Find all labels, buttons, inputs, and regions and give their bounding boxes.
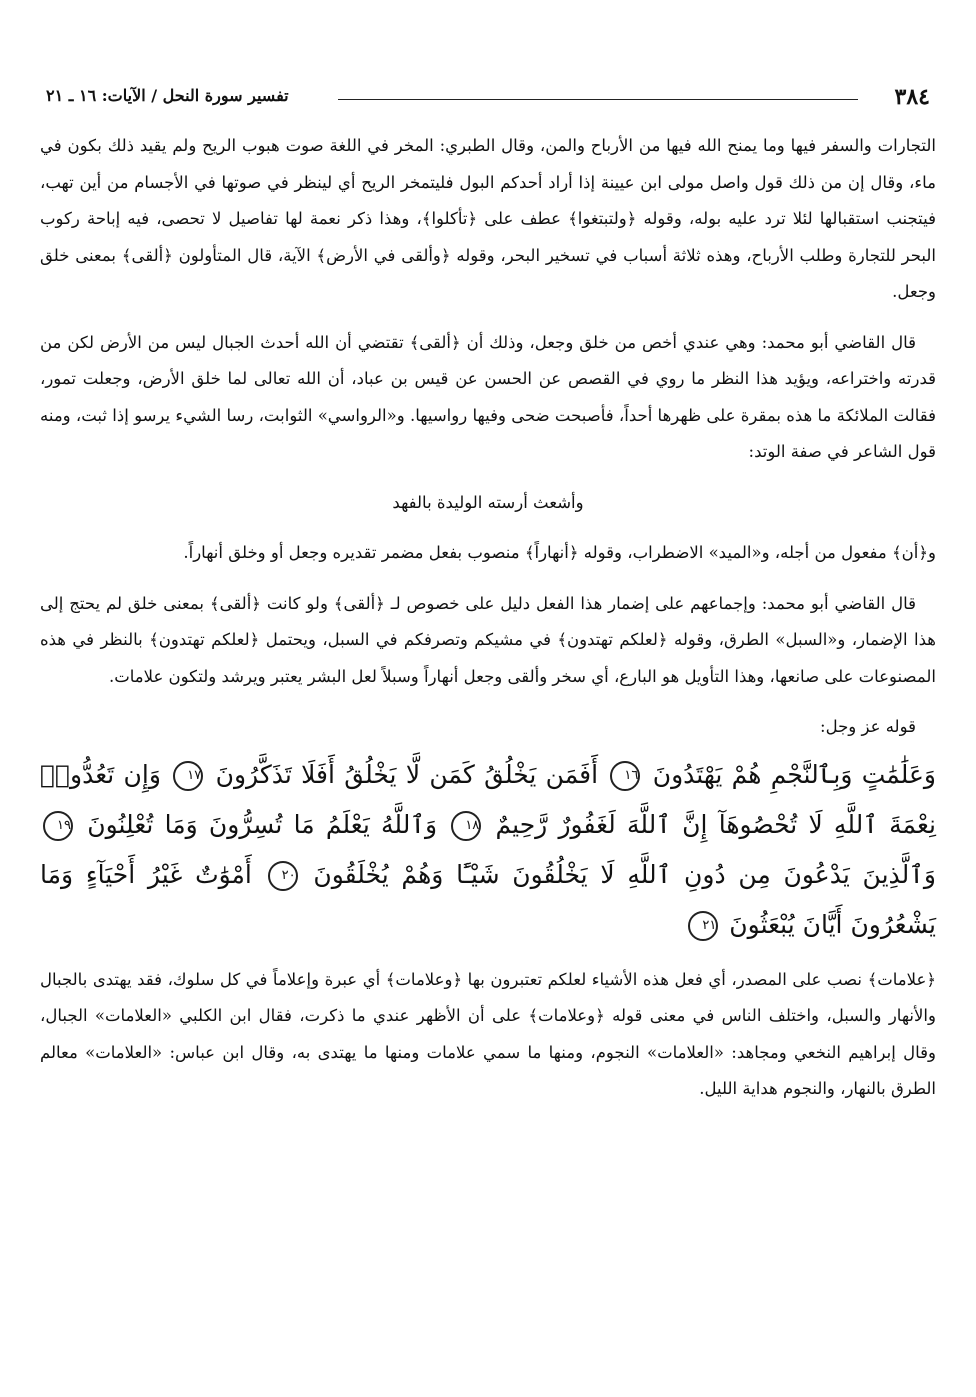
- verse-intro: قوله عز وجل:: [820, 717, 916, 736]
- header-rule: [338, 99, 858, 100]
- paragraph: قال القاضي أبو محمد: وإجماعهم على إضمار هذا الفعل دليل على خصوص لـ ﴿ألقى﴾ ولو كانت ﴿ألقى﴾ بمعنى خلق لم يحتج إلى هذا الإضمار، و«السبل» الطرق، وقوله ﴿لعلكم تهتدون﴾ في مشيكم وتصرفكم في السبل، ويحتمل ﴿لعلكم تهتدون﴾ بالنظر في هذه المصنوعات على صانعها، وهذا التأويل هو البارع، أي سخر وألقى وجعل أنهاراً وسبلاً لعل البشر يعتبر ويرشد ولتكون علامات.: [40, 593, 936, 686]
- ayah-number-marker: ١٨: [451, 811, 481, 841]
- ayah-number-marker: ١٦: [610, 761, 640, 791]
- verse-text: وَعَلَٰمَٰتٍ وَبِٱلنَّجْمِ هُمْ يَهْتَدُونَ: [652, 759, 936, 789]
- verse-text: وَٱللَّهُ يَعْلَمُ مَا تُسِرُّونَ وَمَا تُعْلِنُونَ: [87, 809, 438, 839]
- ayah-number-marker: ١٩: [43, 811, 73, 841]
- ayah-number-marker: ٢٠: [268, 861, 298, 891]
- page-number: ٣٨٤: [894, 84, 930, 110]
- ayah-number-marker: ٢١: [688, 911, 718, 941]
- verse-text: وَٱلَّذِينَ يَدْعُونَ مِن دُونِ ٱللَّهِ لَا يَخْلُقُونَ شَيْـًٔا وَهُمْ يُخْلَقُونَ: [313, 859, 936, 889]
- paragraph: ﴿علامات﴾ نصب على المصدر، أي فعل هذه الأشياء لعلكم تعتبرون بها ﴿وعلامات﴾ أي عبرة وإعلاماً في كل سلوك، فقد يهتدى بالجبال والأنهار والسبل، واختلف الناس في معنى قوله ﴿وعلامات﴾ على أن الأظهر عندي ما ذكرت، فقال ابن الكلبي «العلامات» الجبال، وقال إبراهيم النخعي ومجاهد: «العلامات» النجوم، ومنها ما سمي علامات ومنها ما يهتدى به، وقال ابن عباس: «العلامات» معالم الطرق بالنهار، والنجوم هداية الليل.: [40, 969, 936, 1098]
- body-text: [40, 128, 936, 1122]
- running-title: تفسير سورة النحل / الآيات: ١٦ ـ ٢١: [46, 86, 289, 105]
- paragraph: التجارات والسفر فيها وما يمنح الله فيها من الأرباح والمن، وقال الطبري: المخر في اللغة صوت هبوب الريح ولم يقيد ذلك بكون في ماء، وقال إن من ذلك قول واصل مولى ابن عيينة إذا أراد أحدكم البول فليتمخر الريح أي لينظر في صوتها في الأجسام من أين تهب، فيتجنب استقبالها لئلا ترد عليه بوله، وقوله ﴿ولتبتغوا﴾ عطف على ﴿تأكلوا﴾، وهذا ذكر نعمة لها تفاصيل لا تحصى، فيه إباحة ركوب البحر للتجارة وطلب الأرباح، وهذه ثلاثة أسباب في تسخير البحر، وقوله ﴿وألقى في الأرض﴾ الآية، قال المتأولون ﴿ألقى﴾ بمعنى خلق وجعل.: [40, 136, 936, 301]
- paragraph: قال القاضي أبو محمد: وهي عندي أخص من خلق وجعل، وذلك أن ﴿ألقى﴾ تقتضي أن الله أحدث الجبال ليس من الأرض لكن من قدرته واختراعه، ويؤيد هذا النظر ما روي في القصص عن الحسن عن قيس بن عباد، أن الله تعالى لما خلق الأرض، وجعلت تمور، فقالت الملائكة ما هذه بمقرة على ظهرها أحداً، فأصبحت ضحى وفيها رواسيها. و«الرواسي» الثوابت، رسا الشيء يرسو إذا ثبت، ومنه قول الشاعر في صفة الوتد:: [40, 332, 936, 461]
- paragraph: و﴿أن﴾ مفعول من أجله، و«الميد» الاضطراب، وقوله ﴿أنهاراً﴾ منصوب بفعل مضمر تقديره وجعل أو وخلق أنهاراً.: [183, 543, 936, 562]
- poetry-line: وأشعث أرسته الوليدة بالفهد: [392, 492, 584, 512]
- verse-text: وَإِن تَعُدُّوا۟ نِعْمَةَ ٱللَّهِ لَا تُحْصُوهَآ إِنَّ ٱللَّهَ لَغَفُورٌ رَّحِيمٌ: [40, 759, 936, 839]
- quran-verses: [40, 750, 936, 950]
- verse-text: أَفَمَن يَخْلُقُ كَمَن لَّا يَخْلُقُ أَفَلَا تَذَكَّرُونَ: [215, 759, 599, 789]
- page-header: [38, 84, 938, 114]
- verse-text: أَمْوَٰتٌ غَيْرُ أَحْيَآءٍ وَمَا يَشْعُرُونَ أَيَّانَ يُبْعَثُونَ: [40, 859, 936, 939]
- ayah-number-marker: ١٧: [173, 761, 203, 791]
